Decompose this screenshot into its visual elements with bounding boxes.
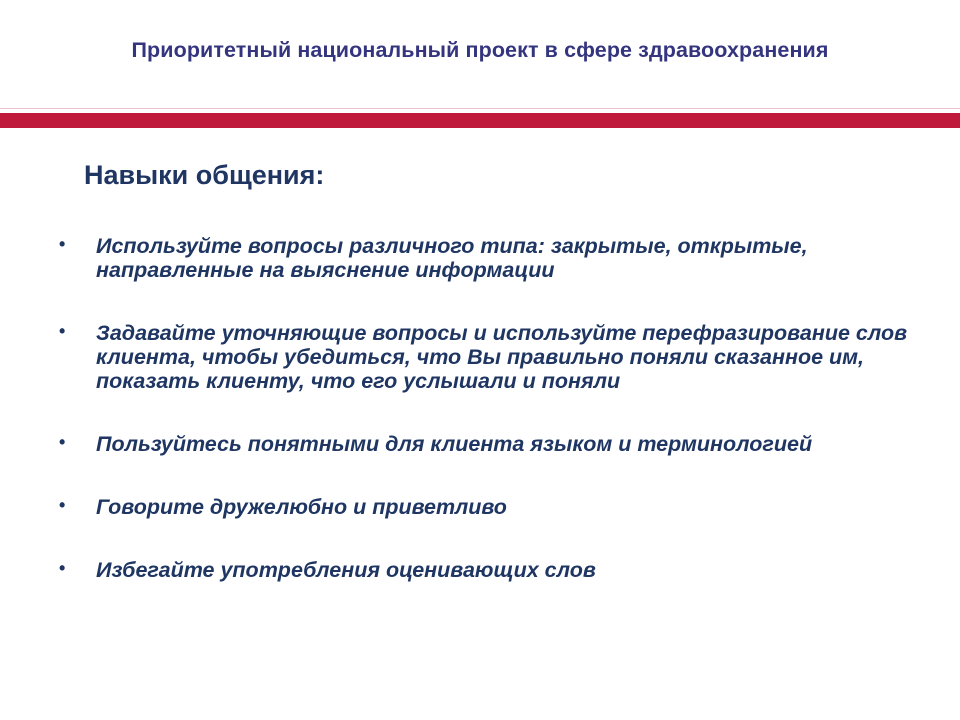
list-item xyxy=(58,321,918,393)
bullet-icon: • xyxy=(59,321,66,341)
list-item xyxy=(58,234,918,282)
list-item-text: Задавайте уточняющие вопросы и используйте перефразирование слов клиента, чтобы убедиться, что Вы правильно поняли сказанное им, показать клиенту, что его услышали и поняли xyxy=(96,321,908,393)
list-item xyxy=(58,432,918,456)
bullet-list xyxy=(58,234,918,621)
list-item-text: Пользуйтесь понятными для клиента языком и терминологией xyxy=(96,432,813,456)
list-item xyxy=(58,495,918,519)
list-item-text: Избегайте употребления оценивающих слов xyxy=(96,558,596,582)
list-item xyxy=(58,558,918,582)
header-divider-line xyxy=(0,108,960,109)
header-red-band xyxy=(0,113,960,128)
bullet-icon: • xyxy=(59,234,66,254)
section-heading: Навыки общения: xyxy=(84,160,325,190)
bullet-icon: • xyxy=(59,432,66,452)
page-header-title: Приоритетный национальный проект в сфере здравоохранения xyxy=(131,38,829,62)
bullet-icon: • xyxy=(59,558,66,578)
bullet-icon: • xyxy=(59,495,66,515)
list-item-text: Используйте вопросы различного типа: закрытые, открытые, направленные на выяснение информации xyxy=(96,234,808,282)
list-item-text: Говорите дружелюбно и приветливо xyxy=(96,495,507,519)
